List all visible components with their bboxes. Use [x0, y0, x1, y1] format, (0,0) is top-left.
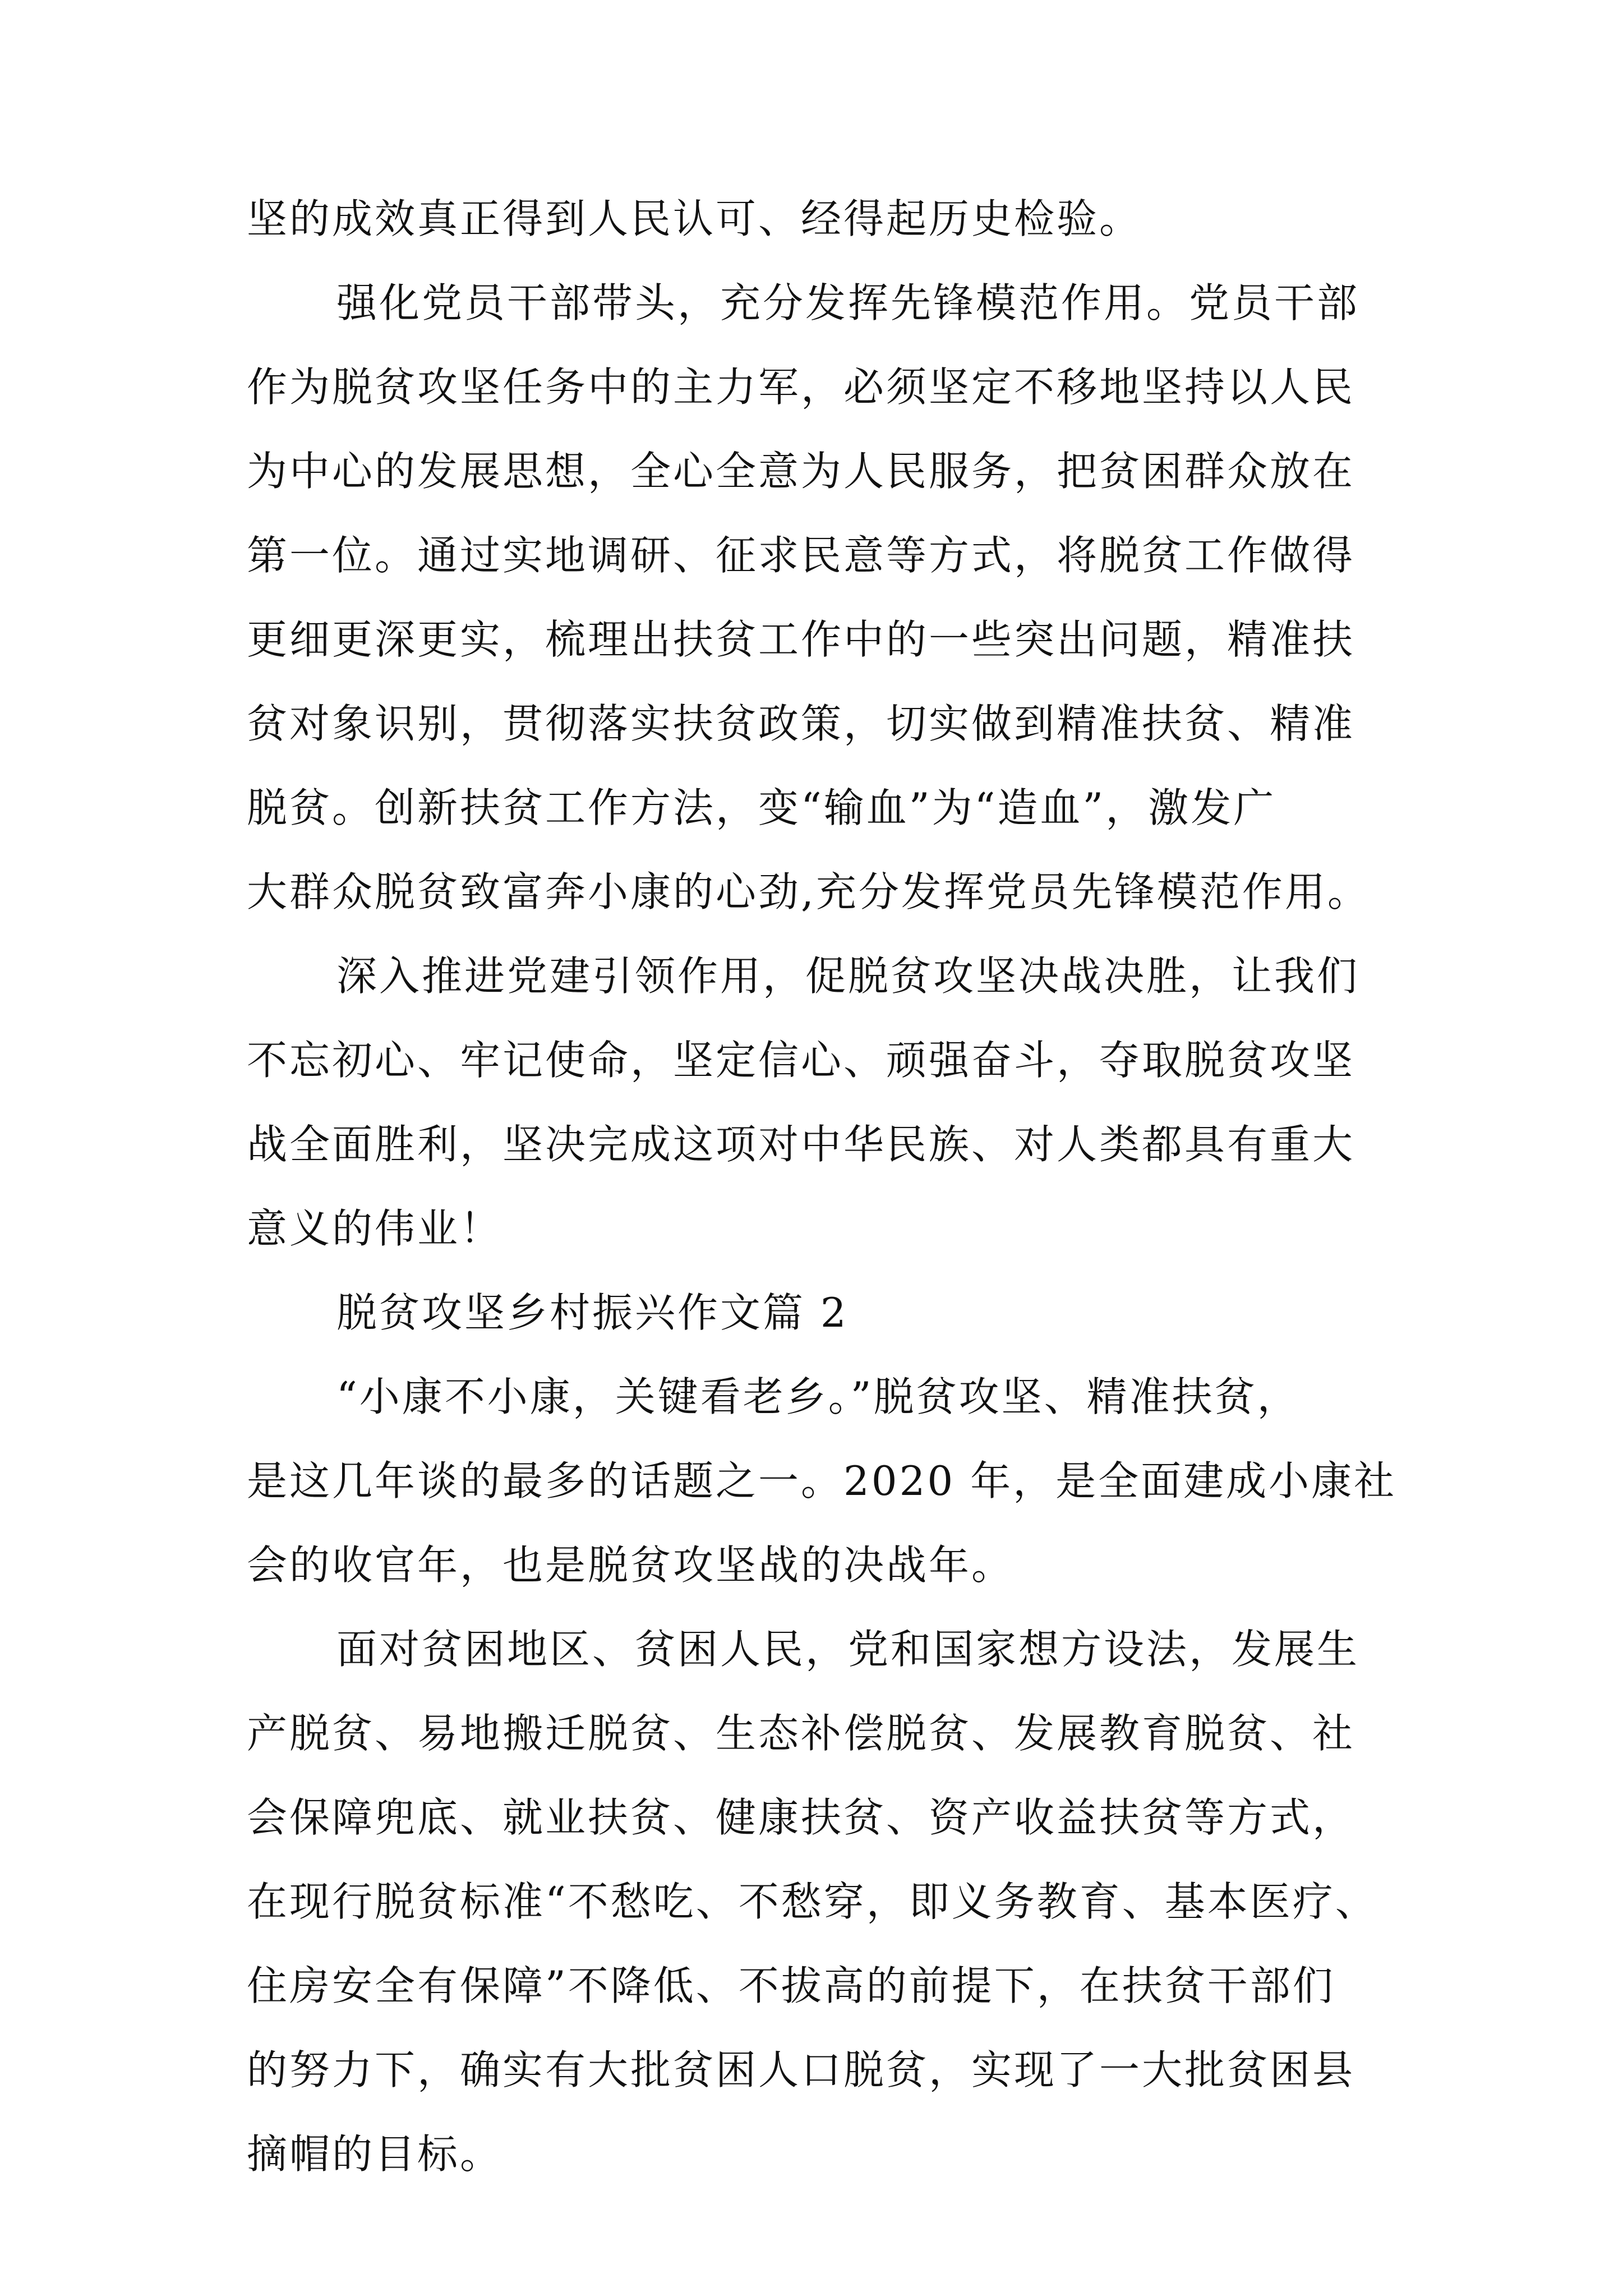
text-line: 会保障兜底、就业扶贫、健康扶贫、资产收益扶贫等方式， [247, 1794, 1355, 1841]
text-line: 在现行脱贫标准“不愁吃、不愁穿，即义务教育、基本医疗、 [247, 1878, 1378, 1925]
text-line: 更细更深更实，梳理出扶贫工作中的一些突出问题，精准扶 [247, 616, 1355, 663]
text-line: 大群众脱贫致富奔小康的心劲,充分发挥党员先锋模范作用。 [247, 868, 1370, 915]
text-line: 为中心的发展思想，全心全意为人民服务，把贫困群众放在 [247, 448, 1355, 495]
text-line: 作为脱贫攻坚任务中的主力军，必须坚定不移地坚持以人民 [247, 364, 1355, 411]
text-line: 的努力下，确实有大批贫困人口脱贫，实现了一大批贫困县 [247, 2046, 1355, 2093]
text-line: 贫对象识别，贯彻落实扶贫政策，切实做到精准扶贫、精准 [247, 700, 1355, 747]
text-line: 不忘初心、牢记使命，坚定信心、顽强奋斗，夺取脱贫攻坚 [247, 1037, 1355, 1084]
text-line: 面对贫困地区、贫困人民，党和国家想方设法，发展生 [336, 1626, 1360, 1673]
section-heading: 脱贫攻坚乡村振兴作文篇 2 [336, 1289, 849, 1336]
text-line: 脱贫。创新扶贫工作方法，变“输血”为“造血”，激发广 [247, 784, 1276, 831]
text-line: 是这几年谈的最多的话题之一。2020 年，是全面建成小康社 [247, 1457, 1397, 1504]
text-line: 战全面胜利，坚决完成这项对中华民族、对人类都具有重大 [247, 1121, 1355, 1168]
text-line: 坚的成效真正得到人民认可、经得起历史检验。 [247, 195, 1142, 242]
text-line: 会的收官年，也是脱贫攻坚战的决战年。 [247, 1542, 1015, 1589]
text-line: 产脱贫、易地搬迁脱贫、生态补偿脱贫、发展教育脱贫、社 [247, 1710, 1355, 1757]
text-line: 摘帽的目标。 [247, 2131, 503, 2178]
text-line: 强化党员干部带头，充分发挥先锋模范作用。党员干部 [336, 279, 1360, 326]
text-line: 第一位。通过实地调研、征求民意等方式，将脱贫工作做得 [247, 532, 1355, 579]
text-line: 深入推进党建引领作用，促脱贫攻坚决战决胜，让我们 [336, 953, 1360, 1000]
text-line: 意义的伟业！ [247, 1205, 503, 1252]
text-line: “小康不小康，关键看老乡。”脱贫攻坚、精准扶贫， [336, 1373, 1300, 1420]
text-line: 住房安全有保障”不降低、不拔高的前提下，在扶贫干部们 [247, 1962, 1335, 2009]
